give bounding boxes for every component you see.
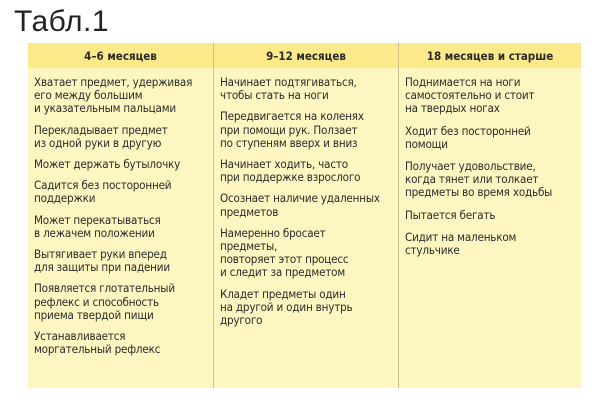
list-item: Пытается бегать bbox=[405, 208, 496, 222]
list-item: Вытягивает руки вперед для защиты при падении bbox=[34, 248, 170, 275]
development-table bbox=[28, 43, 581, 388]
list-item: Получает удовольствие, когда тянет или толкает предметы во время ходьбы bbox=[405, 160, 553, 200]
list-item: Хватает предмет, удерживая его между большим и указательным пальцами bbox=[34, 76, 193, 116]
list-item: Садится без посторонней поддержки bbox=[34, 179, 172, 206]
list-item: Начинает подтягиваться, чтобы стать на ноги bbox=[220, 76, 357, 103]
list-item: Ходит без посторонней помощи bbox=[405, 124, 531, 151]
list-item: Начинает ходить, часто при поддержке взрослого bbox=[220, 158, 361, 185]
list-item: Сидит на маленьком стульчике bbox=[405, 230, 517, 258]
column-4-6-months bbox=[28, 68, 213, 388]
list-item: Намеренно бросает предметы, повторяет этот процесс и следит за предметом bbox=[220, 226, 349, 280]
list-item: Перекладывает предмет из одной руки в другую bbox=[34, 123, 168, 150]
column-9-12-months bbox=[213, 68, 398, 388]
list-item: Поднимается на ноги самостоятельно и стоит на твердых ногах bbox=[405, 76, 535, 116]
list-item: Передвигается на коленях при помощи рук. Ползает по ступеням вверх и вниз bbox=[220, 110, 364, 150]
list-item: Появляется глотательный рефлекс и способность приема твердой пищи bbox=[34, 282, 175, 322]
column-18-months-plus bbox=[398, 68, 581, 388]
list-item: Может перекатываться в лежачем положении bbox=[34, 213, 161, 240]
list-item: Может держать бутылочку bbox=[34, 158, 181, 172]
header-9-12-months: 9–12 месяцев bbox=[213, 43, 398, 68]
header-4-6-months: 4–6 месяцев bbox=[28, 43, 213, 68]
header-18-months-plus: 18 месяцев и старше bbox=[398, 43, 581, 68]
list-item: Устанавливается моргательный рефлекс bbox=[34, 330, 161, 357]
page-title: Табл.1 bbox=[14, 5, 110, 38]
list-item: Кладет предметы один на другой и один внутрь другого bbox=[220, 287, 353, 328]
list-item: Осознает наличие удаленных предметов bbox=[220, 192, 380, 219]
